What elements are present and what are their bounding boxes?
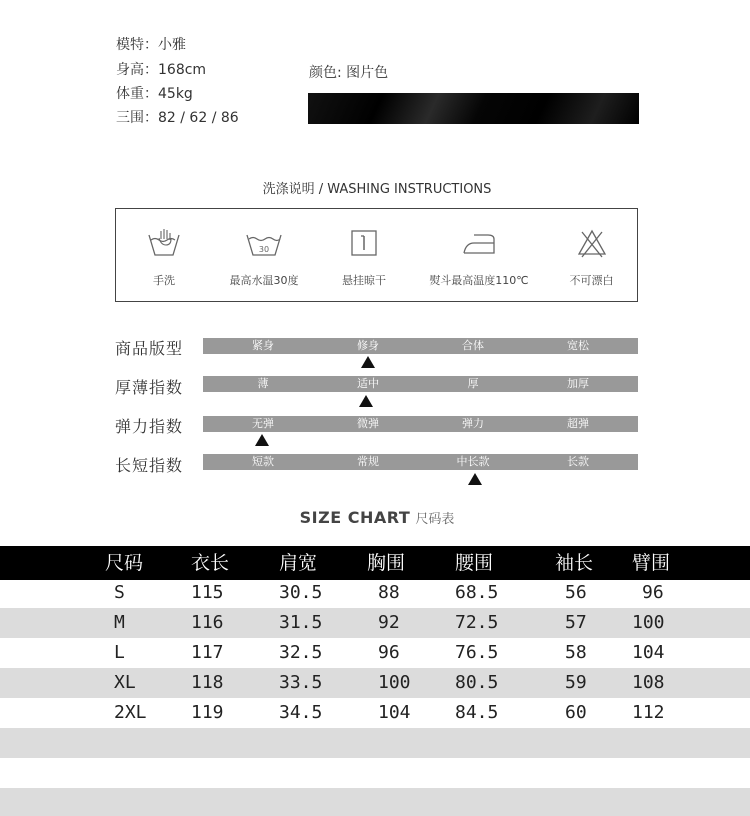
washing-box (115, 208, 638, 302)
index-option: 短款 (252, 455, 274, 468)
table-cell: 31.5 (279, 612, 323, 633)
table-row-empty (0, 758, 750, 788)
table-cell: 119 (191, 702, 224, 723)
wash-label: 熨斗最高温度110℃ (429, 274, 529, 287)
table-cell: 30.5 (279, 582, 323, 603)
size-table-header (0, 546, 750, 580)
index-label: 弹力指数 (115, 417, 184, 436)
table-cell: 96 (378, 642, 400, 663)
size-chart-title (0, 508, 750, 527)
table-cell: 72.5 (455, 612, 499, 633)
table-cell: 96 (642, 582, 664, 603)
table-row (0, 668, 750, 698)
wash-label: 不可漂白 (569, 274, 614, 287)
color-swatch (308, 93, 639, 124)
table-cell: 80.5 (455, 672, 499, 693)
header-cell: 尺码 (105, 552, 144, 574)
header-cell: 肩宽 (279, 552, 318, 574)
index-label: 商品版型 (115, 339, 184, 358)
color-label: 颜色: 图片色 (309, 65, 389, 81)
wash-item-no-bleach (546, 209, 637, 301)
table-cell: 56 (565, 582, 587, 603)
table-row-empty (0, 728, 750, 758)
table-cell: 117 (191, 642, 224, 663)
table-row (0, 698, 750, 728)
index-option: 弹力 (462, 417, 484, 430)
selected-marker-icon (468, 473, 482, 485)
wash-label: 手洗 (153, 274, 175, 287)
index-label: 长短指数 (115, 456, 184, 475)
table-cell: 118 (191, 672, 224, 693)
header-cell: 臂围 (632, 552, 671, 574)
index-option: 中长款 (456, 455, 490, 468)
selected-marker-icon (255, 434, 269, 446)
table-row (0, 638, 750, 668)
selected-marker-icon (361, 356, 375, 368)
table-row-empty (0, 788, 750, 816)
table-cell: M (114, 612, 125, 633)
table-cell: 92 (378, 612, 400, 633)
wash-item-iron (412, 209, 546, 301)
table-cell: 59 (565, 672, 587, 693)
table-cell: 104 (378, 702, 411, 723)
wash-item-30 (212, 209, 316, 301)
table-cell: 84.5 (455, 702, 499, 723)
size-chart-title-en: SIZE CHART (299, 508, 411, 527)
index-option: 常规 (357, 455, 379, 468)
index-option: 超弹 (567, 417, 589, 430)
index-option: 薄 (257, 377, 269, 390)
index-option: 宽松 (567, 339, 589, 352)
wash-item-hang-dry (316, 209, 412, 301)
table-cell: L (114, 642, 125, 663)
table-cell: 100 (378, 672, 411, 693)
wash-item-hand-wash (116, 209, 212, 301)
table-cell: 34.5 (279, 702, 323, 723)
table-cell: 60 (565, 702, 587, 723)
index-option: 适中 (357, 377, 379, 390)
wash-label: 悬挂晾干 (342, 274, 386, 287)
model-measurements: 三围：82 / 62 / 86 (116, 110, 239, 126)
wash-temp-text: 30 (258, 245, 270, 254)
iron-icon (460, 227, 498, 259)
index-option: 长款 (567, 455, 589, 468)
table-cell: 32.5 (279, 642, 323, 663)
table-cell: 58 (565, 642, 587, 663)
table-cell: 115 (191, 582, 224, 603)
table-cell: 33.5 (279, 672, 323, 693)
header-cell: 胸围 (367, 552, 406, 574)
table-cell: 104 (632, 642, 665, 663)
no-bleach-icon (576, 227, 608, 259)
table-row (0, 578, 750, 608)
wash-30-icon (244, 227, 284, 259)
header-cell: 袖长 (555, 552, 594, 574)
index-option: 修身 (357, 339, 379, 352)
index-bar (203, 454, 638, 470)
size-chart-title-cn: 尺码表 (415, 512, 455, 527)
index-label: 厚薄指数 (115, 378, 184, 397)
table-cell: S (114, 582, 125, 603)
hand-wash-icon (146, 227, 182, 259)
wash-label: 最高水温30度 (229, 274, 299, 287)
index-option: 合体 (462, 339, 484, 352)
table-cell: 100 (632, 612, 665, 633)
index-option: 厚 (467, 377, 479, 390)
table-cell: XL (114, 672, 136, 693)
table-cell: 57 (565, 612, 587, 633)
table-cell: 68.5 (455, 582, 499, 603)
table-cell: 112 (632, 702, 665, 723)
index-bar (203, 338, 638, 354)
model-name: 模特：小雅 (116, 37, 186, 53)
table-row (0, 608, 750, 638)
selected-marker-icon (359, 395, 373, 407)
index-option: 微弹 (357, 417, 379, 430)
model-height: 身高：168cm (116, 62, 207, 78)
index-bar (203, 416, 638, 432)
index-option: 无弹 (252, 417, 274, 430)
table-cell: 116 (191, 612, 224, 633)
hang-dry-icon (350, 227, 378, 259)
table-cell: 88 (378, 582, 400, 603)
table-cell: 108 (632, 672, 665, 693)
header-cell: 衣长 (191, 552, 230, 574)
washing-title: 洗涤说明 / WASHING INSTRUCTIONS (262, 182, 492, 197)
table-cell: 76.5 (455, 642, 499, 663)
header-cell: 腰围 (455, 552, 494, 574)
index-bar (203, 376, 638, 392)
table-cell: 2XL (114, 702, 147, 723)
model-weight: 体重：45kg (116, 86, 193, 102)
index-option: 加厚 (567, 377, 589, 390)
index-option: 紧身 (252, 339, 274, 352)
